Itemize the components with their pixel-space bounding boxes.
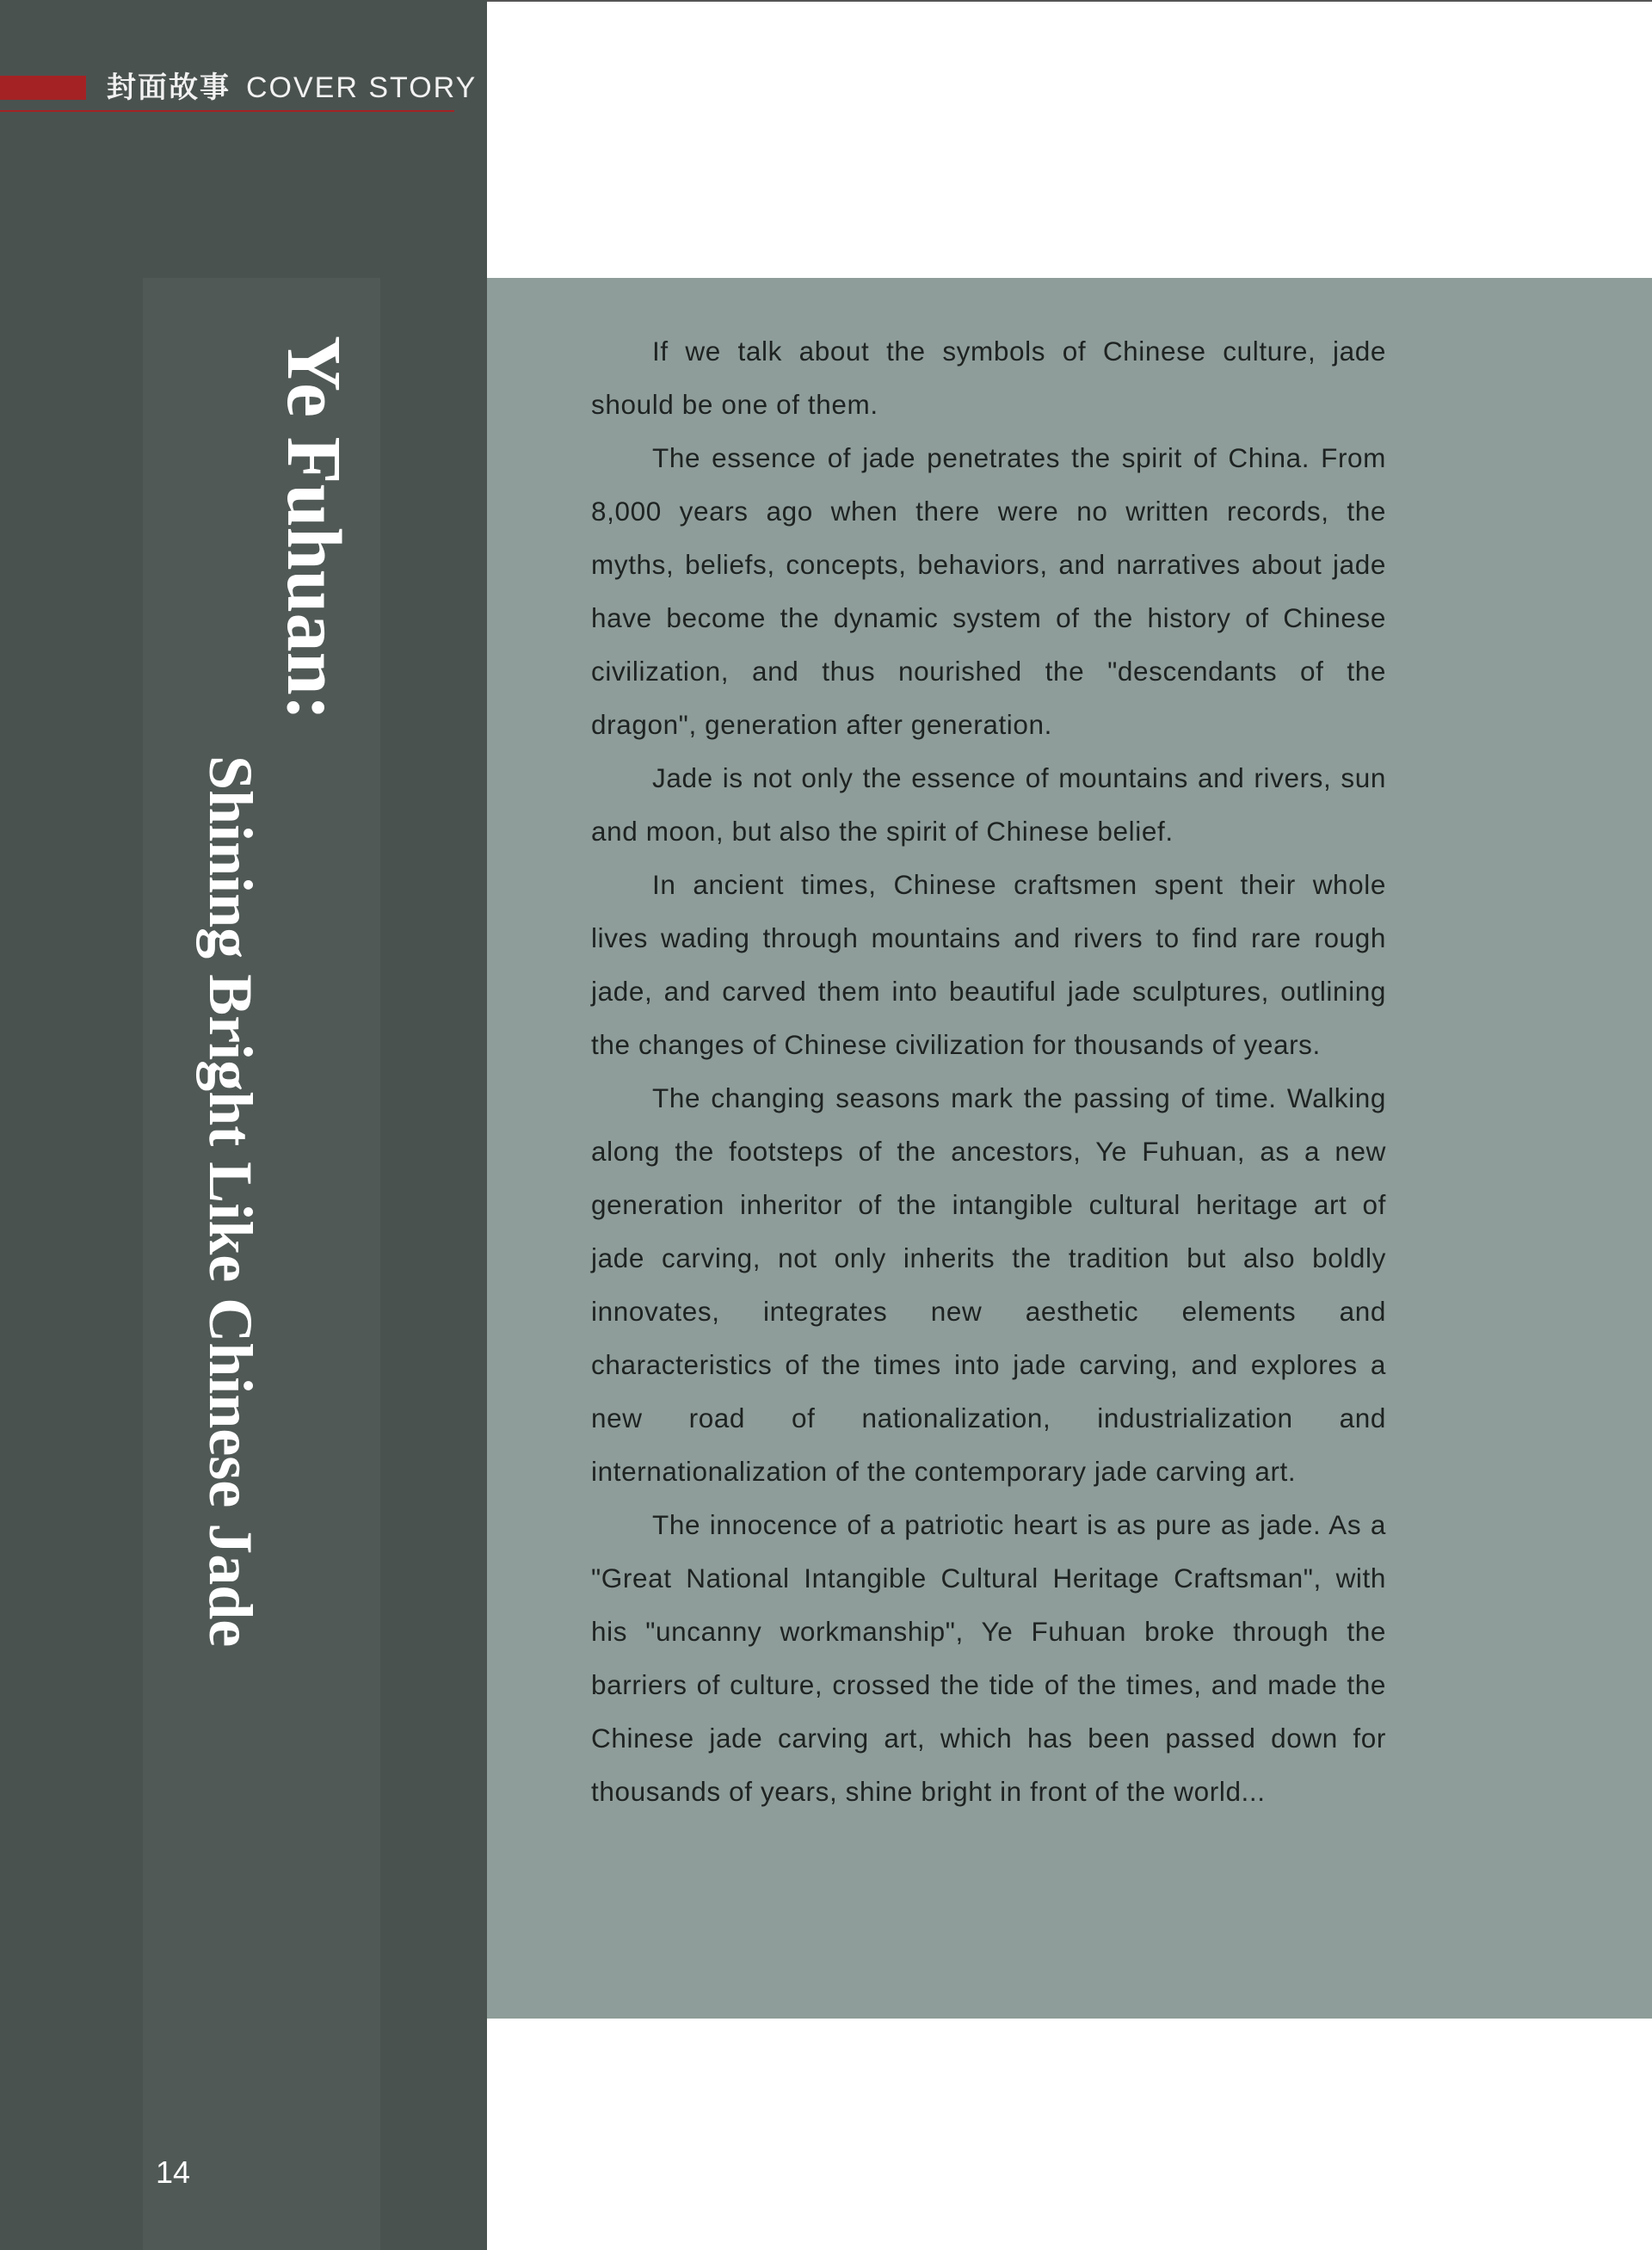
paragraph: The innocence of a patriotic heart is as pure as jade. As a "Great National Intangible Cultural Heritage Craftsman", with his "uncanny workmanship", Ye Fuhuan broke through the barriers of culture, crossed the tide of the times, and made the Chinese jade carving art, which has been passed down for thousands of years, shine bright in front of the world...	[591, 1509, 1386, 1807]
section-marker	[0, 76, 86, 100]
top-rule	[487, 0, 1652, 2]
section-underline	[0, 110, 454, 112]
page-number: 14	[156, 2154, 191, 2190]
section-label-chinese: 封面故事	[107, 71, 231, 104]
section-label-english: COVER STORY	[246, 71, 478, 104]
paragraph: The changing seasons mark the passing of time. Walking along the footsteps of the ancestors, Ye Fuhuan, as a new generation inheritor of the intangible cultural heritage art of jade carving, not only inherits the tradition but also boldly innovates, integrates new aesthetic elements and characteristics of the times into jade carving, and explores a new road of nationalization, industrialization and internationalization of the contemporary jade carving art.	[591, 1082, 1386, 1487]
body-text	[591, 324, 1386, 1818]
paragraph: If we talk about the symbols of Chinese culture, jade should be one of them.	[591, 336, 1386, 420]
paragraph: The essence of jade penetrates the spirit of China. From 8,000 years ago when there were no written records, the myths, beliefs, concepts, behaviors, and narratives about jade have become the dynamic system of the history of Chinese civilization, and thus nourished the "descendants of the dragon", generation after generation.	[591, 442, 1386, 740]
paragraph: In ancient times, Chinese craftsmen spent their whole lives wading through mountains and rivers to find rare rough jade, and carved them into beautiful jade sculptures, outlining the changes of Chinese civilization for thousands of years.	[591, 869, 1386, 1060]
paragraph: Jade is not only the essence of mountains and rivers, sun and moon, but also the spirit of Chinese belief.	[591, 762, 1386, 847]
article-subtitle: Shining Bright Like Chinese Jade	[196, 755, 265, 1648]
section-label	[107, 67, 477, 108]
article-title: Ye Fuhuan:	[271, 336, 356, 721]
